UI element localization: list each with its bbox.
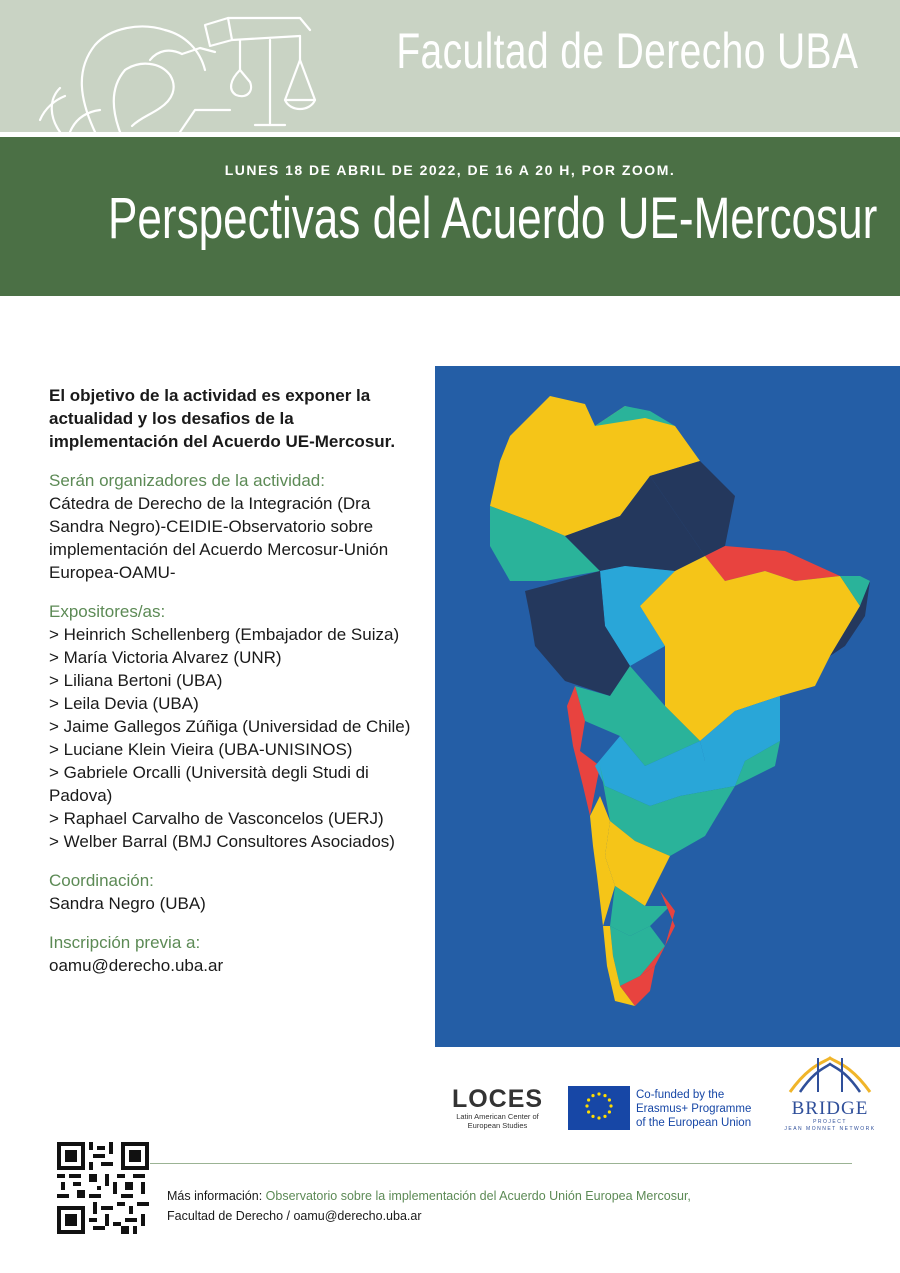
event-date-line: LUNES 18 DE ABRIL DE 2022, DE 16 A 20 H, POR ZOOM. xyxy=(224,162,676,178)
footer-line-2: Facultad de Derecho / oamu@derecho.uba.ar xyxy=(167,1209,422,1223)
organizers-label: Serán organizadores de la actividad: xyxy=(49,471,325,490)
eu-cofunded-text xyxy=(636,1088,786,1130)
bridge-arch-icon xyxy=(780,1054,880,1094)
speaker-item: > Luciane Klein Vieira (UBA-UNISINOS) xyxy=(49,740,353,759)
observatory-link[interactable]: Observatorio sobre la implementación del Acuerdo Unión Europea Mercosur, xyxy=(265,1189,691,1203)
south-america-map-illustration xyxy=(435,366,900,1047)
header-band xyxy=(0,0,900,132)
speaker-item: > Raphael Carvalho de Vasconcelos (UERJ) xyxy=(49,809,384,828)
more-info-label: Más información: xyxy=(167,1189,263,1203)
loces-logo xyxy=(450,1086,545,1130)
speakers-list xyxy=(49,623,421,853)
bridge-network-label: JEAN MONNET NETWORK xyxy=(784,1126,876,1132)
speaker-item: > María Victoria Alvarez (UNR) xyxy=(49,648,282,667)
speaker-item: > Liliana Bertoni (UBA) xyxy=(49,671,223,690)
speakers-label: Expositores/as: xyxy=(49,602,166,621)
eu-text-line: Co-funded by the xyxy=(636,1089,725,1101)
eu-text-line: of the European Union xyxy=(636,1117,752,1129)
organizers-text: Cátedra de Derecho de la Integración (Dra Sandra Negro)-CEIDIE-Observatorio sobre implementación del Acuerdo Mercosur-Unión Europea-OAMU- xyxy=(49,494,389,582)
speaker-item: > Jaime Gallegos Zúñiga (Universidad de Chile) xyxy=(49,717,411,736)
coordination-label: Coordinación: xyxy=(49,871,154,890)
event-description xyxy=(49,384,421,993)
footer-divider xyxy=(150,1163,852,1164)
footer-line-1 xyxy=(167,1186,867,1206)
speaker-item: > Heinrich Schellenberg (Embajador de Suiza) xyxy=(49,625,400,644)
registration-email[interactable]: oamu@derecho.uba.ar xyxy=(49,956,224,975)
qr-code[interactable] xyxy=(57,1142,149,1234)
speaker-item: > Welber Barral (BMJ Consultores Asociados) xyxy=(49,832,395,851)
sponsor-logos xyxy=(440,1080,900,1140)
faculty-title: Facultad de Derecho UBA xyxy=(395,23,858,79)
speaker-item: > Leila Devia (UBA) xyxy=(49,694,199,713)
registration-label: Inscripción previa a: xyxy=(49,933,201,952)
bridge-name: BRIDGE xyxy=(791,1098,869,1119)
loces-name: LOCES xyxy=(451,1085,544,1113)
eu-text-line: Erasmus+ Programme xyxy=(636,1103,752,1115)
south-america-map-graphic xyxy=(435,366,900,1047)
speaker-item: > Gabriele Orcalli (Università degli Studi di Padova) xyxy=(49,763,369,805)
justice-figure-illustration xyxy=(0,0,380,132)
event-title: Perspectivas del Acuerdo UE-Mercosur xyxy=(108,186,878,251)
loces-subtitle: Latin American Center of European Studies xyxy=(456,1112,539,1130)
coordination-text: Sandra Negro (UBA) xyxy=(49,894,206,913)
eu-flag-icon xyxy=(568,1086,630,1130)
bridge-project-label: PROJECT xyxy=(813,1119,847,1125)
intro-text: El objetivo de la actividad es exponer la actualidad y los desafios de la implementación del Acuerdo UE-Mercosur. xyxy=(49,386,396,451)
bridge-project-logo xyxy=(780,1054,880,1148)
footer-info xyxy=(167,1186,867,1226)
